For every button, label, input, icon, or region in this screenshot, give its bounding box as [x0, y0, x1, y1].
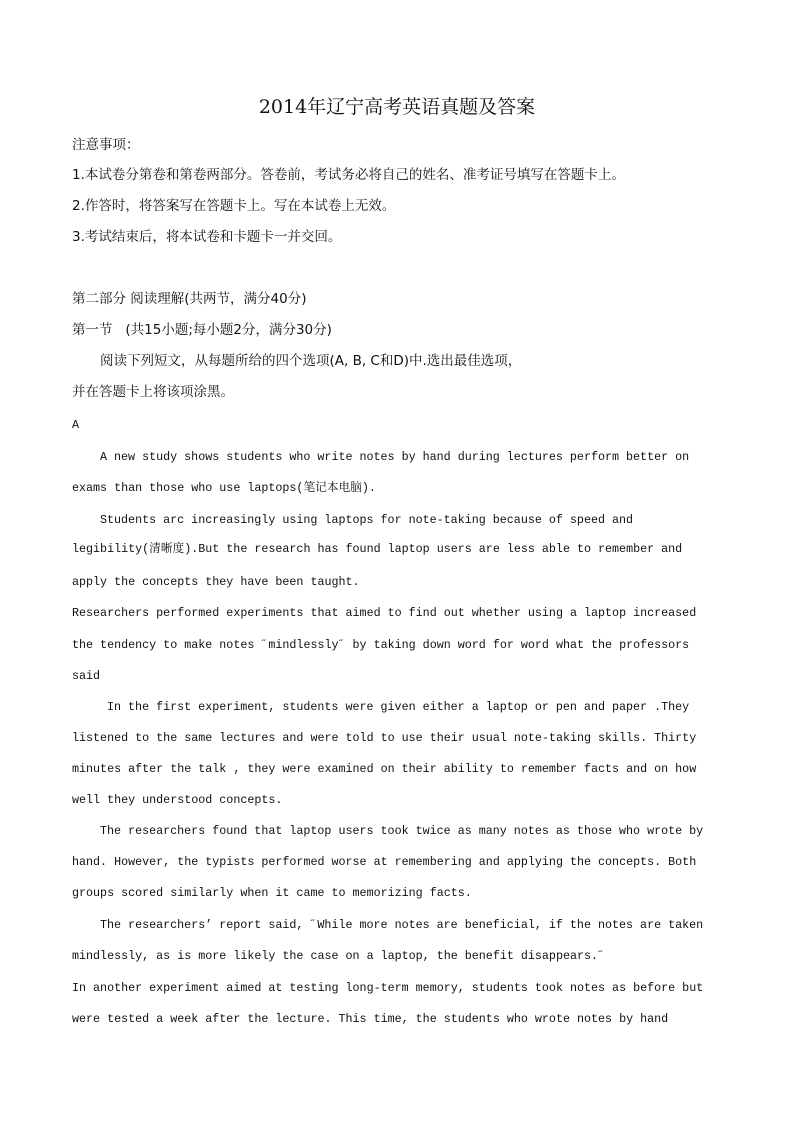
passage-line: groups scored similarly when it came to memorizing facts.	[72, 886, 472, 900]
instruction-line: 阅读下列短文，从每题所给的四个选项(A, B, C和D)中.选出最佳选项，	[100, 353, 522, 369]
passage-line: mindlessly, as is more likely the case on a laptop, the benefit disappears.˝	[72, 949, 606, 963]
section-heading: 第二部分 阅读理解(共两节，满分40分)	[72, 291, 307, 307]
passage-line: exams than those who use laptops(笔记本电脑).	[72, 481, 376, 495]
passage-line: Students arc increasingly using laptops for note-taking because of speed and	[100, 513, 634, 527]
passage-line: A new study shows students who write notes by hand during lectures perform better on	[100, 450, 690, 464]
passage-line: said	[72, 669, 101, 683]
passage-label: A	[72, 418, 80, 432]
passage-line: listened to the same lectures and were told to use their usual note-taking skills. Thirty	[72, 731, 697, 745]
passage-line: minutes after the talk , they were examined on their ability to remember facts and on how	[72, 762, 697, 776]
subsection-heading: 第一节 (共15小题;每小题2分，满分30分)	[72, 322, 332, 338]
passage-line: legibility(清晰度).But the research has found laptop users are less able to remember and	[72, 542, 683, 556]
passage-line: apply the concepts they have been taught.	[72, 575, 360, 589]
document-title: 2014年辽宁高考英语真题及答案	[258, 96, 536, 118]
passage-line: the tendency to make notes ˝mindlessly˝ by taking down word for word what the professors	[72, 638, 690, 652]
passage-line: hand. However, the typists performed worse at remembering and applying the concepts. Both	[72, 855, 697, 869]
notice-heading: 注意事项：	[72, 137, 140, 153]
passage-line: Researchers performed experiments that aimed to find out whether using a laptop increased	[72, 606, 697, 620]
passage-line: were tested a week after the lecture. This time, the students who wrote notes by hand	[72, 1012, 669, 1026]
passage-line: The researchers’ report said, ˝While more notes are beneficial, if the notes are taken	[100, 918, 704, 932]
instruction-line: 并在答题卡上将该项涂黑。	[72, 384, 234, 400]
passage-line: well they understood concepts.	[72, 793, 283, 807]
notice-item: 1.本试卷分第卷和第卷两部分。答卷前，考试务必将自己的姓名、准考证号填写在答题卡上。	[72, 167, 625, 183]
passage-line: The researchers found that laptop users took twice as many notes as those who wrote by	[100, 824, 704, 838]
notice-item: 2.作答时，将答案写在答题卡上。写在本试卷上无效。	[72, 198, 396, 214]
passage-line: In the first experiment, students were given either a laptop or pen and paper .They	[107, 700, 690, 714]
passage-line: In another experiment aimed at testing long-term memory, students took notes as before but	[72, 981, 704, 995]
notice-item: 3.考试结束后，将本试卷和卡题卡一并交回。	[72, 229, 342, 245]
